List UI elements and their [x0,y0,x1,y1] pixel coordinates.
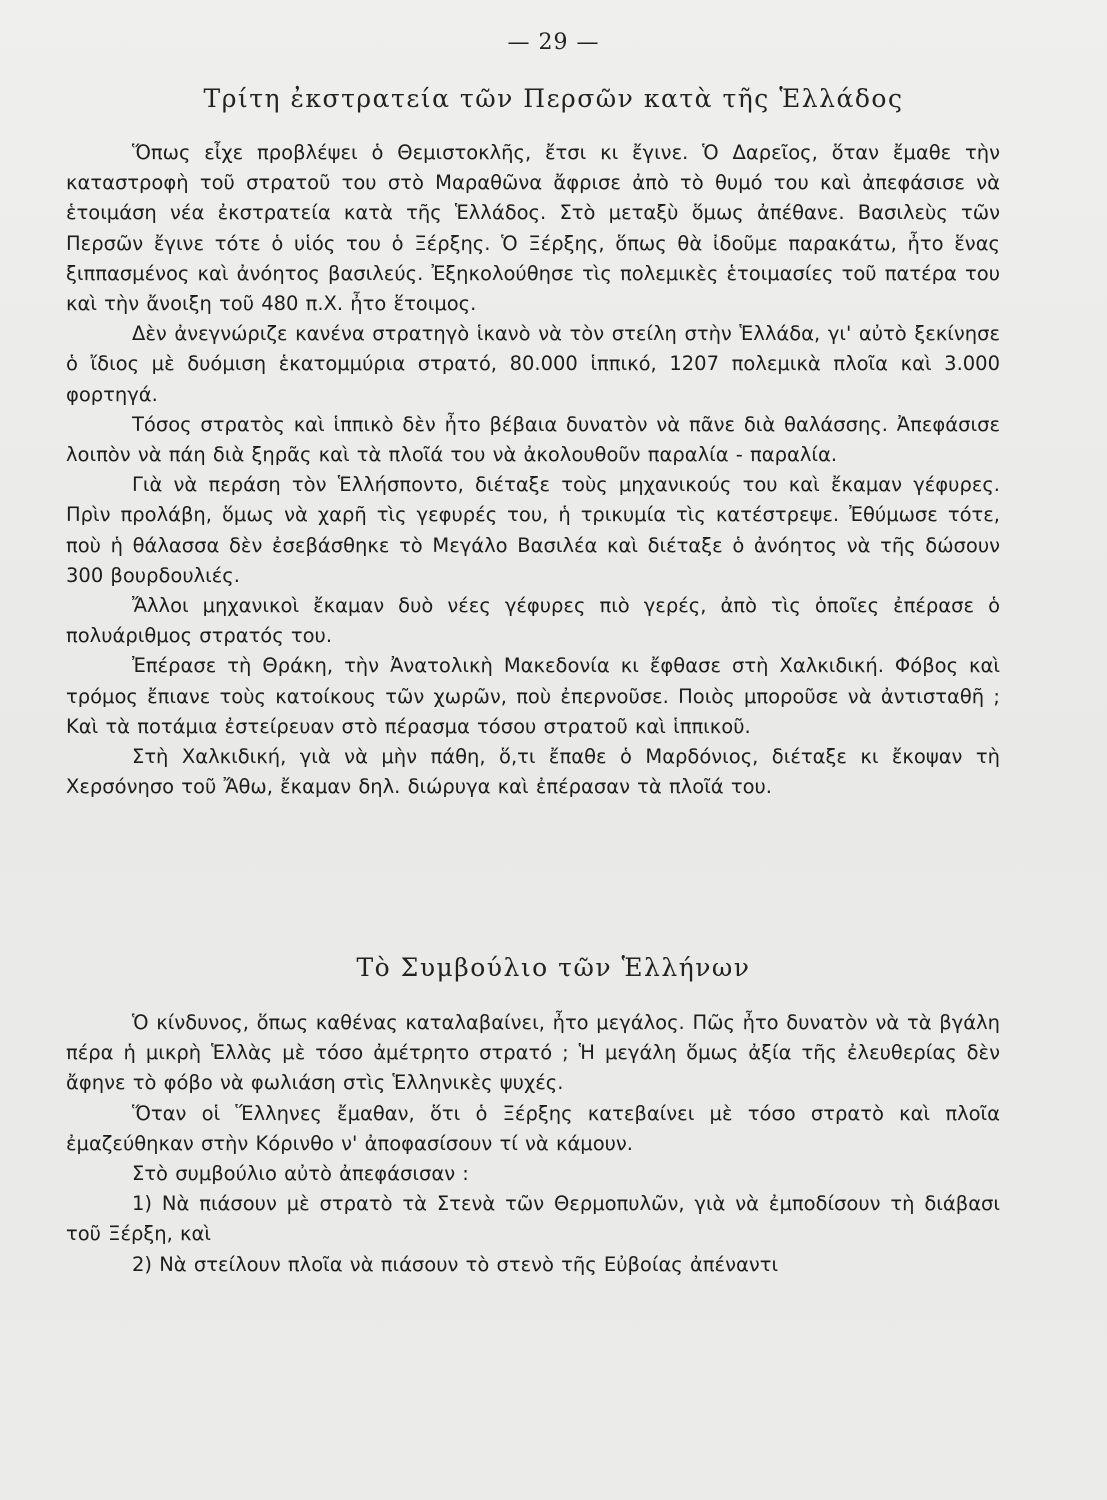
paragraph: Ὅταν οἱ Ἕλληνες ἔμαθαν, ὅτι ὁ Ξέρξης κατεβαίνει μὲ τόσο στρατὸ καὶ πλοῖα ἐμαζεύθηκαν στὴν Κόρινθο ν' ἀποφασίσουν τί νὰ κάμουν. [66,1101,1000,1155]
paragraph: Ὁ κίνδυνος, ὅπως καθένας καταλαβαίνει, ἦτο μεγάλος. Πῶς ἦτο δυνατὸν νὰ τὰ βγάλη πέρα ἡ μικρὴ Ἑλλὰς μὲ τόσο ἀμέτρητο στρατό ; Ἡ μεγάλη ὅμως ἀξία τῆς ἐλευθερίας δὲν ἄφηνε τὸ φόβο νὰ φωλιάση στὶς Ἑλληνικὲς ψυχές. [66,1011,1000,1095]
page-number: — 29 — [507,30,600,55]
paragraph: Ἐπέρασε τὴ Θράκη, τὴν Ἀνατολικὴ Μακεδονία κι ἔφθασε στὴ Χαλκιδική. Φόβος καὶ τρόμος ἔπιανε τοὺς κατοίκους τῶν χωρῶν, ποὺ ἐπερνοῦσε. Ποιὸς μποροῦσε νὰ ἀντισταθῆ ; Καὶ τὰ ποτάμια ἐστείρευαν στὸ πέρασμα τόσου στρατοῦ καὶ ἱππικοῦ. [66,654,1000,738]
section-title-third-campaign: Τρίτη ἐκστρατεία τῶν Περσῶν κατὰ τῆς Ἑλλάδος [203,84,904,113]
paragraph: 2) Νὰ στείλουν πλοῖα νὰ πιάσουν τὸ στενὸ τῆς Εὐβοίας ἀπέναντι [132,1252,779,1276]
paragraph: Γιὰ νὰ περάση τὸν Ἑλλήσποντο, διέταξε τοὺς μηχανικούς του καὶ ἔκαμαν γέφυρες. Πρὶν προλάβη, ὅμως νὰ χαρῆ τὶς γεφυρές του, ἡ τρικυμία τὶς κατέστρεψε. Ἐθύμωσε τότε, ποὺ ἡ θάλασσα δὲν ἐσεβάσθηκε τὸ Μεγάλο Βασιλέα καὶ διέταξε ὁ ἀνόητος νὰ τῆς δώσουν 300 βουρδουλιές. [66,473,1000,587]
paragraph: Τόσος στρατὸς καὶ ἱππικὸ δὲν ἦτο βέβαια δυνατὸν νὰ πᾶνε διὰ θαλάσσης. Ἀπεφάσισε λοιπὸν νὰ πάη διὰ ξηρᾶς καὶ τὰ πλοῖά του νὰ ἀκολουθοῦν παραλία - παραλία. [66,412,1000,467]
paragraph: Δὲν ἀνεγνώριζε κανένα στρατηγὸ ἱκανὸ νὰ τὸν στείλη στὴν Ἑλλάδα, γι' αὐτὸ ξεκίνησε ὁ ἴδιος μὲ δυόμιση ἑκατομμύρια στρατό, 80.000 ἱππικό, 1207 πολεμικὰ πλοῖα καὶ 3.000 φορτηγά. [66,322,1000,406]
paragraph: Ὅπως εἶχε προβλέψει ὁ Θεμιστοκλῆς, ἔτσι κι ἔγινε. Ὁ Δαρεῖος, ὅταν ἔμαθε τὴν καταστροφὴ τοῦ στρατοῦ του στὸ Μαραθῶνα ἄφρισε ἀπὸ τὸ θυμό του καὶ ἀπεφάσισε νὰ ἑτοιμάση νέα ἐκστρατεία κατὰ τῆς Ἑλλάδος. Στὸ μεταξὺ ὅμως ἀπέθανε. Βασιλεὺς τῶν Περσῶν ἔγινε τότε ὁ υἱός του ὁ Ξέρξης. Ὁ Ξέρξης, ὅπως θὰ ἰδοῦμε παρακάτω, ἦτο ἕνας ξιππασμένος καὶ ἀνόητος βασιλεύς. Ἐξηκολούθησε τὶς πολεμικὲς ἑτοιμασίες τοῦ πατέρα του καὶ τὴν ἄνοιξη τοῦ 480 π.Χ. ἦτο ἕτοιμος. [66,141,1000,316]
paragraph: Στὸ συμβούλιο αὐτὸ ἀπεφάσισαν : [132,1162,469,1186]
section-body-third-campaign [66,138,1000,802]
paragraph: Στὴ Χαλκιδική, γιὰ νὰ μὴν πάθη, ὅ,τι ἔπαθε ὁ Μαρδόνιος, διέταξε κι ἔκοψαν τὴ Χερσόνησο τοῦ Ἄθω, ἔκαμαν δηλ. διώρυγα καὶ ἐπέρασαν τὰ πλοῖά του. [66,745,1000,799]
section-title-council: Τὸ Συμβούλιο τῶν Ἑλλήνων [356,953,751,982]
section-body-council [66,1008,1000,1280]
paragraph: Ἄλλοι μηχανικοὶ ἔκαμαν δυὸ νέες γέφυρες πιὸ γερές, ἀπὸ τὶς ὁποῖες ἐπέρασε ὁ πολυάριθμος στρατός του. [66,594,1000,648]
paragraph: 1) Νὰ πιάσουν μὲ στρατὸ τὰ Στενὰ τῶν Θερμοπυλῶν, γιὰ νὰ ἐμποδίσουν τὴ διάβασι τοῦ Ξέρξη, καὶ [66,1192,1000,1246]
